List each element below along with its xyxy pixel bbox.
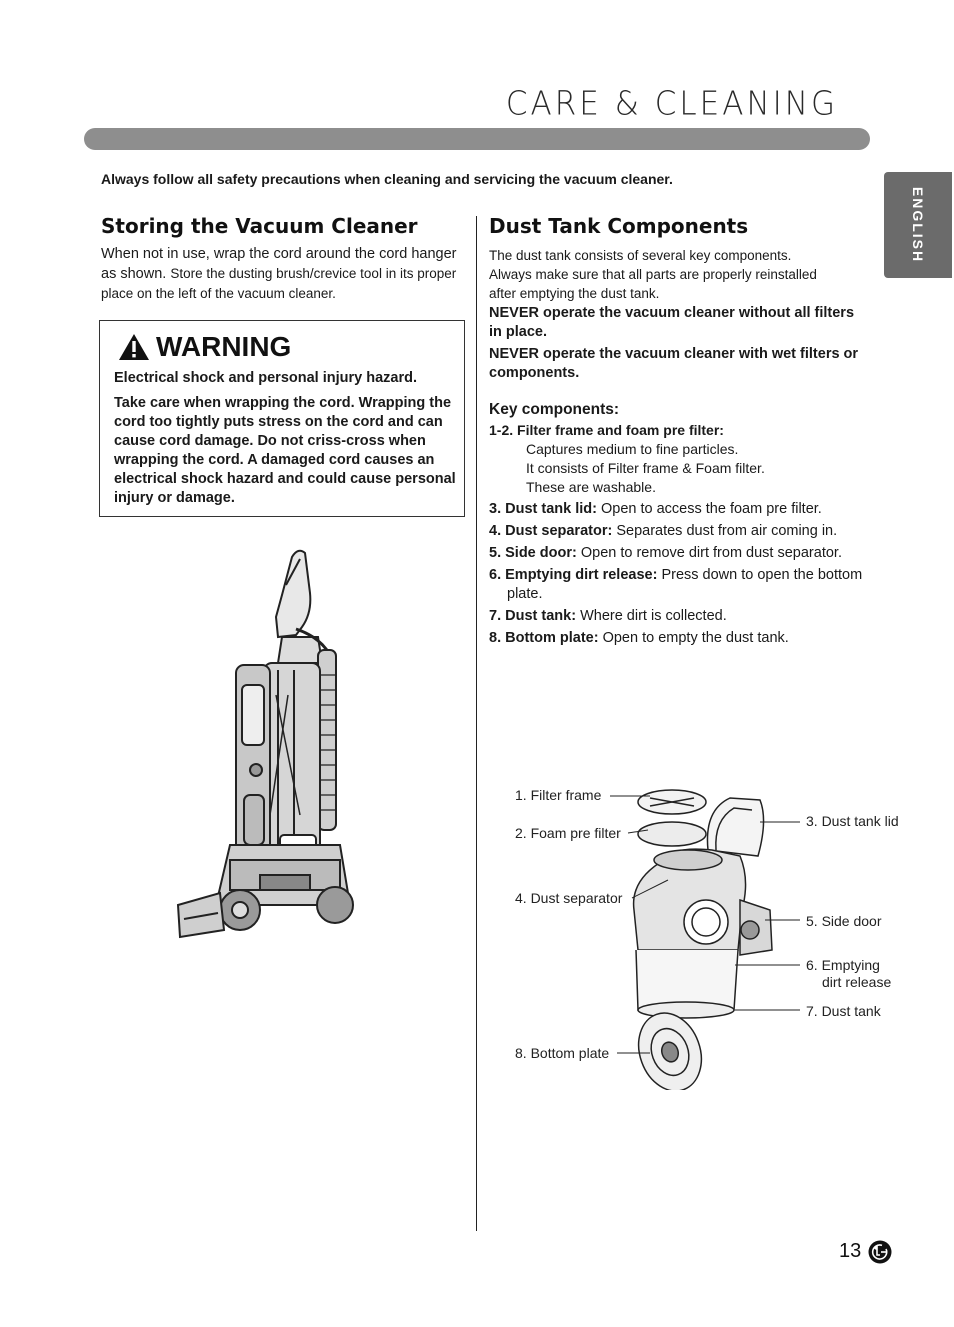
component-num: 4.: [489, 523, 502, 539]
never-warning-1: NEVER operate the vacuum cleaner without all filters in place.: [489, 305, 855, 340]
component-text: Press down to open the bottom plate.: [507, 567, 863, 602]
storing-text-a: When not in use, wrap the cord around the cord hanger as shown.: [101, 246, 457, 282]
component-desc-line: Captures medium to fine particles.: [526, 441, 739, 457]
never-warning-2: NEVER operate the vacuum cleaner with wet filters or components.: [489, 346, 859, 381]
component-desc-line: These are washable.: [526, 479, 656, 495]
component-num: 5.: [489, 545, 502, 561]
label-filter-frame: 1. Filter frame: [515, 787, 602, 803]
safety-note: Always follow all safety precautions when cleaning and servicing the vacuum cleaner.: [101, 171, 673, 187]
lg-logo-icon: [868, 1240, 892, 1264]
component-label: Filter frame and foam pre filter:: [517, 422, 724, 438]
label-bottom-plate: 8. Bottom plate: [515, 1045, 610, 1061]
component-num: 3.: [489, 501, 502, 517]
page-number: 13: [839, 1240, 862, 1262]
label-dust-tank: 7. Dust tank: [806, 1003, 881, 1019]
warning-line-2: Take care when wrapping the cord. Wrapping the cord too tightly puts stress on the cord and can cause cord damage. Do not criss-cross when wrapping the cord. A damaged cord causes an electrical shock hazard and could cause personal injury or damage.: [114, 395, 456, 506]
label-emptying-1: 6. Emptying: [806, 957, 880, 973]
component-text: Where dirt is collected.: [580, 608, 727, 624]
component-num: 7.: [489, 608, 502, 624]
component-label: Emptying dirt release:: [505, 567, 658, 583]
component-num: 6.: [489, 567, 502, 583]
label-dust-tank-lid: 3. Dust tank lid: [806, 813, 899, 829]
component-label: Dust separator:: [505, 523, 613, 539]
component-desc-line: It consists of Filter frame & Foam filter.: [526, 460, 765, 476]
storing-text-b: Store the dusting brush/crevice tool in its proper place on the left of the vacuum cleaner.: [101, 266, 457, 301]
component-label: Dust tank lid:: [505, 501, 597, 517]
component-text: Open to empty the dust tank.: [602, 630, 789, 646]
storing-heading: Storing the Vacuum Cleaner: [101, 214, 418, 238]
label-dust-separator: 4. Dust separator: [515, 890, 623, 906]
component-label: Side door:: [505, 545, 577, 561]
warning-line-1: Electrical shock and personal injury hazard.: [114, 370, 417, 386]
component-text: Open to remove dirt from dust separator.: [580, 545, 842, 561]
language-tab-label: ENGLISH: [910, 186, 926, 264]
component-text: Separates dust from air coming in.: [616, 523, 838, 539]
dust-tank-heading: Dust Tank Components: [489, 214, 749, 238]
component-label: Bottom plate:: [505, 630, 599, 646]
label-side-door: 5. Side door: [806, 913, 882, 929]
component-text: Open to access the foam pre filter.: [601, 501, 822, 517]
key-components-heading: Key components:: [489, 401, 620, 418]
component-num: 1-2.: [489, 422, 514, 438]
label-foam-pre-filter: 2. Foam pre filter: [515, 825, 621, 841]
dust-tank-intro: The dust tank consists of several key components. Always make sure that all parts are properly reinstalled after emptying the dust tank.: [489, 248, 817, 301]
component-num: 8.: [489, 630, 502, 646]
page-title: CARE & CLEANING: [505, 85, 838, 123]
label-emptying-2: dirt release: [822, 974, 892, 990]
warning-title: WARNING: [156, 331, 292, 362]
component-label: Dust tank:: [505, 608, 577, 624]
